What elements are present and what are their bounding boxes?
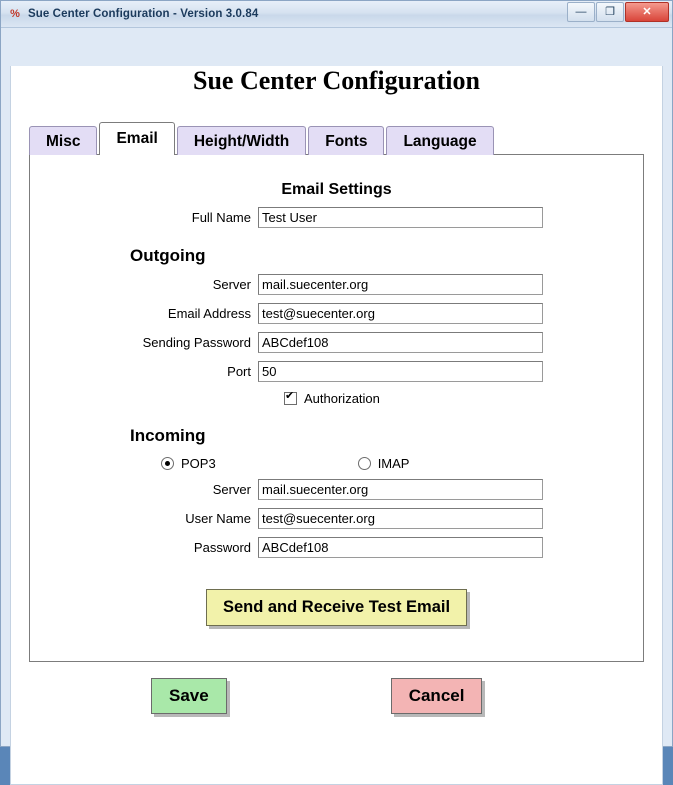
- protocol-pop3-option[interactable]: [161, 456, 216, 471]
- dialog-footer: [11, 678, 662, 714]
- close-button[interactable]: ✕: [625, 2, 669, 22]
- incoming-username-label: User Name: [185, 511, 251, 526]
- outgoing-port-label: Port: [227, 364, 251, 379]
- incoming-server-label: Server: [212, 482, 251, 497]
- authorization-row[interactable]: [30, 391, 643, 406]
- save-button[interactable]: Save: [151, 678, 227, 714]
- minimize-button[interactable]: —: [567, 2, 595, 22]
- outgoing-port-input[interactable]: [258, 361, 543, 382]
- outgoing-email-input[interactable]: [258, 303, 543, 324]
- tab-email[interactable]: Email: [99, 122, 174, 155]
- panel-heading: Email Settings: [281, 181, 392, 198]
- tab-misc[interactable]: Misc: [29, 126, 97, 155]
- incoming-password-row: [30, 537, 643, 558]
- incoming-password-input[interactable]: [258, 537, 543, 558]
- maximize-button[interactable]: ❐: [596, 2, 624, 22]
- incoming-server-row: [30, 479, 643, 500]
- outgoing-server-input[interactable]: [258, 274, 543, 295]
- tab-bar: [11, 122, 662, 155]
- imap-radio[interactable]: [358, 457, 371, 470]
- outgoing-port-row: [30, 361, 643, 382]
- window-controls: [566, 2, 669, 22]
- outgoing-server-row: [30, 274, 643, 295]
- incoming-heading: Incoming: [130, 426, 206, 445]
- pop3-radio[interactable]: [161, 457, 174, 470]
- cancel-button[interactable]: Cancel: [391, 678, 483, 714]
- pop3-label: POP3: [181, 456, 216, 471]
- outgoing-email-row: [30, 303, 643, 324]
- outgoing-password-input[interactable]: [258, 332, 543, 353]
- client-area: [10, 66, 663, 785]
- full-name-label: Full Name: [191, 210, 251, 225]
- authorization-label: Authorization: [304, 391, 380, 406]
- app-icon: %: [10, 8, 20, 20]
- window-title: Sue Center Configuration - Version 3.0.84: [28, 8, 259, 20]
- incoming-password-label: Password: [193, 540, 251, 555]
- incoming-username-input[interactable]: [258, 508, 543, 529]
- outgoing-password-row: [30, 332, 643, 353]
- outgoing-password-label: Sending Password: [142, 335, 251, 350]
- tab-language[interactable]: Language: [386, 126, 493, 155]
- title-bar: [1, 1, 672, 28]
- full-name-row: [30, 207, 643, 228]
- authorization-checkbox[interactable]: [284, 392, 297, 405]
- full-name-input[interactable]: [258, 207, 543, 228]
- imap-label: IMAP: [377, 456, 410, 471]
- outgoing-server-label: Server: [212, 277, 251, 292]
- send-receive-test-email-button[interactable]: Send and Receive Test Email: [206, 589, 467, 626]
- incoming-server-input[interactable]: [258, 479, 543, 500]
- page-title: Sue Center Configuration: [193, 66, 480, 95]
- outgoing-email-label: Email Address: [167, 306, 251, 321]
- tab-height-width[interactable]: Height/Width: [177, 126, 306, 155]
- email-settings-panel: [29, 154, 644, 662]
- incoming-username-row: [30, 508, 643, 529]
- protocol-imap-option[interactable]: [358, 456, 410, 471]
- test-email-button-wrap: [30, 589, 643, 626]
- tab-fonts[interactable]: Fonts: [308, 126, 384, 155]
- protocol-radio-group: [30, 456, 643, 471]
- outgoing-heading: Outgoing: [130, 246, 206, 265]
